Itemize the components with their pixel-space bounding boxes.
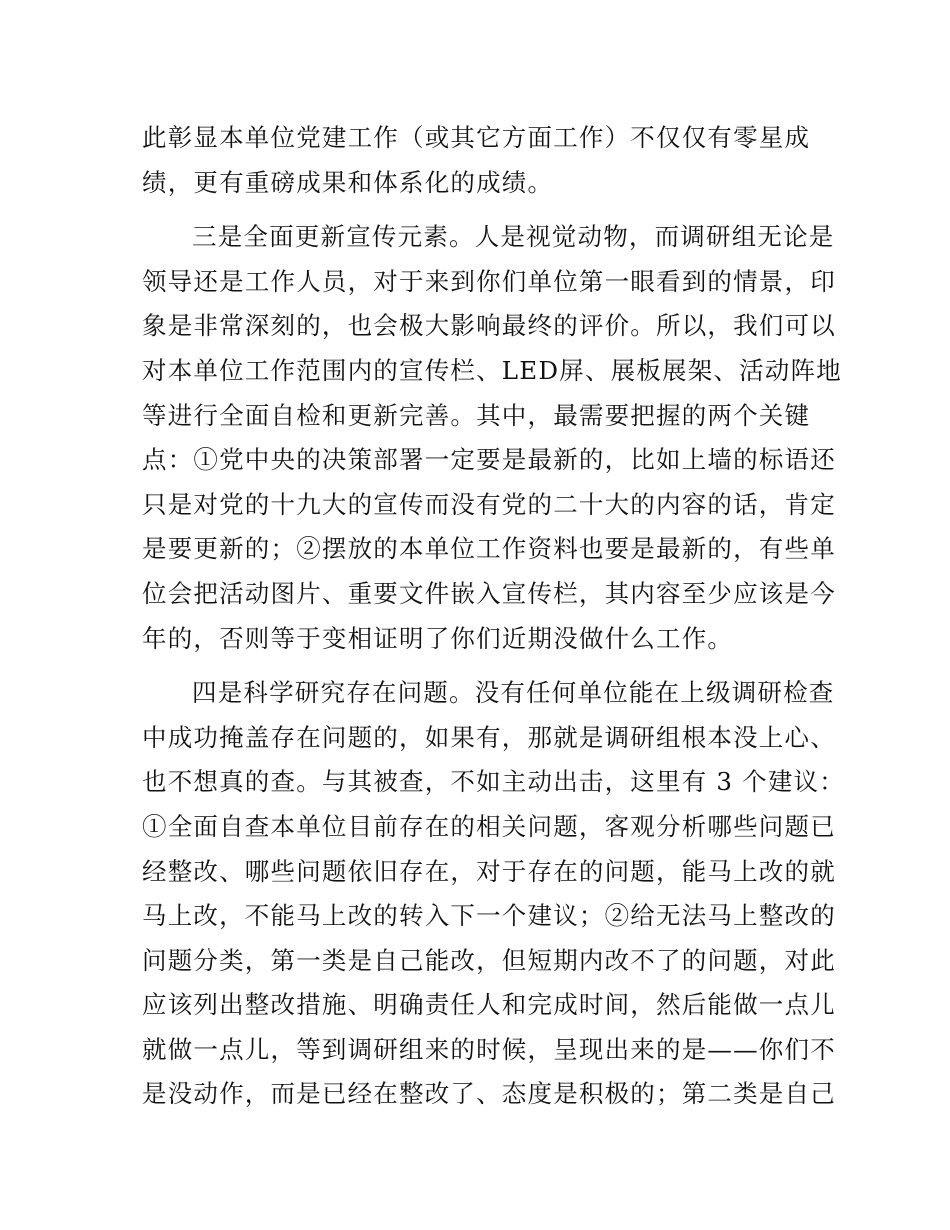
text-line: 等进行全面自检和更新完善。其中，最需要把握的两个关键: [142, 400, 811, 430]
text-line: 中成功掩盖存在问题的，如果有，那就是调研组根本没上心、: [142, 722, 836, 752]
paragraph-2: [142, 215, 842, 661]
text-line: 就做一点儿，等到调研组来的时候，呈现出来的是——你们不: [142, 1034, 836, 1064]
text-line: 位会把活动图片、重要文件嵌入宣传栏，其内容至少应该是今: [142, 578, 836, 608]
text-line: 象是非常深刻的，也会极大影响最终的评价。所以，我们可以: [142, 311, 836, 341]
paragraph-1: [142, 116, 814, 205]
text-line: 只是对党的十九大的宣传而没有党的二十大的内容的话，肯定: [142, 489, 836, 519]
text-line: 经整改、哪些问题依旧存在，对于存在的问题，能马上改的就: [142, 856, 836, 886]
text-line: 马上改，不能马上改的转入下一个建议；②给无法马上整改的: [142, 901, 836, 931]
text-line: 对本单位工作范围内的宣传栏、LED屏、展板展架、活动阵地: [142, 355, 842, 385]
paragraph-3: [142, 671, 845, 1117]
text-line: 四是科学研究存在问题。没有任何单位能在上级调研检查: [192, 678, 835, 708]
text-line: 此彰显本单位党建工作（或其它方面工作）不仅仅有零星成: [142, 123, 811, 152]
text-line: 三是全面更新宣传元素。人是视觉动物，而调研组无论是: [192, 222, 835, 252]
text-line: 领导还是工作人员，对于来到你们单位第一眼看到的情景，印: [142, 266, 836, 296]
text-line: 问题分类，第一类是自己能改，但短期内改不了的问题，对此: [142, 945, 836, 975]
body-text: [142, 116, 845, 1127]
text-line: 应该列出整改措施、明确责任人和完成时间，然后能做一点儿: [142, 990, 836, 1020]
text-line: ①全面自查本单位目前存在的相关问题，客观分析哪些问题已: [142, 811, 836, 841]
text-line: 绩，更有重磅成果和体系化的成绩。: [142, 167, 554, 197]
text-line: 年的，否则等于变相证明了你们近期没做什么工作。: [142, 623, 734, 653]
text-line: 也不想真的查。与其被查，不如主动出击，这里有 3 个建议：: [142, 767, 845, 797]
text-line: 是要更新的；②摆放的本单位工作资料也要是最新的，有些单: [142, 534, 836, 564]
text-line: 点：①党中央的决策部署一定要是最新的，比如上墙的标语还: [142, 445, 836, 475]
text-line: 是没动作，而是已经在整改了、态度是积极的；第二类是自己: [142, 1079, 836, 1109]
